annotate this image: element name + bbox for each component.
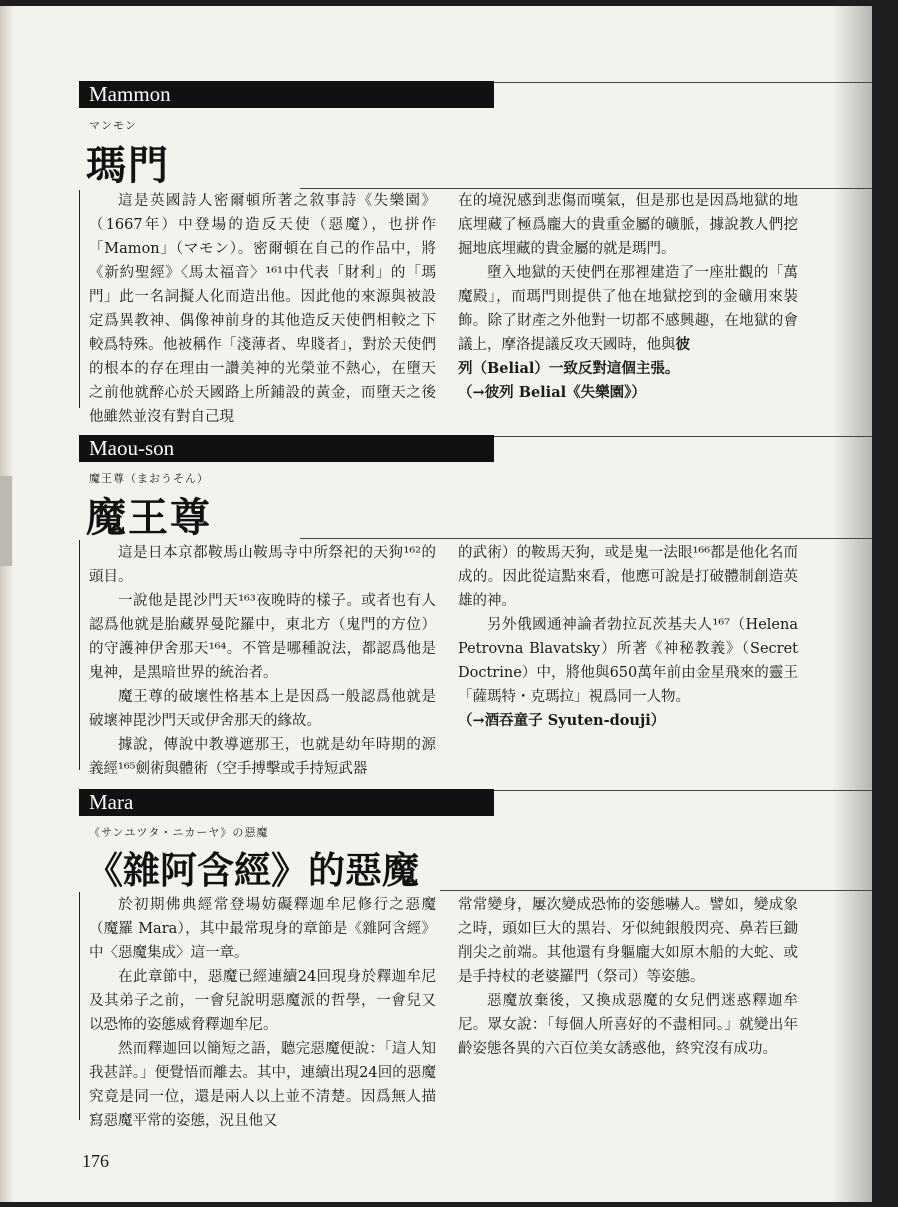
column-rule — [79, 540, 80, 770]
book-page — [0, 6, 872, 1202]
bold-term: 列（Belial）一致反對這個主張。 — [458, 360, 680, 377]
paragraph: 魔王尊的破壞性格基本上是因爲一般認爲他就是破壞神毘沙門天或伊舍那天的緣故。 — [89, 689, 436, 729]
cross-reference — [458, 709, 798, 733]
paragraph: 在的境況感到悲傷而嘆氣，但是那也是因爲地獄的地底埋藏了極爲龐大的貴重金屬的礦脈，據說教人們挖掘地底埋藏的貴金屬的就是瑪門。 — [458, 193, 798, 257]
entry-body-left-mammon — [89, 189, 436, 429]
page-binding — [0, 6, 14, 1202]
entry-title-maou-son: Maou-son — [79, 435, 494, 462]
entry-body-right-mammon — [458, 189, 798, 405]
title-rule — [494, 436, 872, 437]
cross-ref-text: （→酒吞童子 Syuten-douji） — [458, 712, 666, 729]
paragraph: 這是日本京都鞍馬山鞍馬寺中所祭祀的天狗¹⁶²的頭目。 — [89, 545, 436, 585]
cross-ref-text: （→彼列 Belial《失樂園》） — [458, 384, 646, 401]
title-rule — [494, 82, 872, 83]
section-rule — [440, 890, 872, 891]
entry-body-right-maou-son — [458, 541, 798, 733]
entry-reading-mammon: マンモン — [89, 119, 137, 132]
paragraph: 一說他是毘沙門天¹⁶³夜晚時的樣子。或者也有人認爲他就是胎藏界曼陀羅中，東北方（鬼門的方位）的守護神伊舍那天¹⁶⁴。不管是哪種說法，都認爲他是鬼神，是黑暗世界的統治者。 — [89, 593, 436, 681]
entry-heading-mammon: 瑪門 — [86, 143, 170, 189]
entry-body-left-maou-son — [89, 541, 436, 781]
entry-title-mara: Mara — [79, 789, 494, 816]
entry-heading-mara: 《雜阿含經》的惡魔 — [86, 849, 419, 892]
section-rule — [300, 538, 872, 539]
paragraph: 另外俄國通神論者勃拉瓦茨基夫人¹⁶⁷（Helena Petrovna Blavatsky）所著《神秘教義》（Secret Doctrine）中，將他與650萬年前由金星飛來的靈王「薩瑪特・克瑪拉」視爲同一人物。 — [458, 617, 798, 705]
paragraph: 據說，傳說中教導遮那王，也就是幼年時期的源義經¹⁶⁵劍術與體術（空手搏擊或手持短武器 — [89, 737, 436, 777]
paragraph: 在此章節中，惡魔已經連續24回現身於釋迦牟尼及其弟子之前，一會兒說明惡魔派的哲學，一會兒又以恐怖的姿態威脅釋迦牟尼。 — [89, 969, 436, 1033]
entry-body-right-mara — [458, 893, 798, 1061]
paragraph — [458, 357, 798, 381]
entry-body-left-mara — [89, 893, 436, 1133]
column-rule — [79, 190, 80, 408]
page-edge-shadow — [832, 6, 872, 1202]
paragraph: 惡魔放棄後，又換成惡魔的女兒們迷惑釋迦牟尼。眾女說：「每個人所喜好的不盡相同。」就變出年齡姿態各異的六百位美女誘惑他，終究沒有成功。 — [458, 993, 798, 1057]
bold-term: 彼 — [675, 336, 690, 353]
paragraph: 這是英國詩人密爾頓所著之敘事詩《失樂園》（1667年）中登場的造反天使（惡魔），也拼作「Mamon」（マモン）。密爾頓在自己的作品中，將《新約聖經》〈馬太福音〉¹⁶¹中代表「財利」的「瑪門」此一名詞擬人化而造出他。因此他的來源與被設定爲異教神、偶像神前身的其他造反天使們相較之下較爲特殊。他被稱作「淺薄者、卑賤者」，對於天使們的根本的存在理由一讚美神的光榮並不熱心，在墮天之前他就醉心於天國路上所鋪設的黃金，而墮天之後他雖然並沒有對自己現 — [89, 193, 436, 425]
cross-reference — [458, 381, 798, 405]
paragraph-text: 墮入地獄的天使們在那裡建造了一座壯觀的「萬魔殿」，而瑪門則提供了他在地獄挖到的金礦用來裝飾。除了財產之外他對一切都不感興趣，在地獄的會議上，摩洛提議反攻天國時，他與 — [458, 265, 798, 353]
title-rule — [494, 790, 872, 791]
entry-reading-maou-son: 魔王尊（まおうそん） — [89, 472, 209, 485]
paragraph: 然而釋迦回以簡短之語，聽完惡魔便說：「這人知我甚詳。」便覺悟而離去。其中，連續出現24回的惡魔究竟是同一位，還是兩人以上並不清楚。因爲無人描寫惡魔平常的姿態，況且他又 — [89, 1041, 436, 1129]
paragraph: 於初期佛典經常登場妨礙釋迦牟尼修行之惡魔（魔羅 Mara），其中最常現身的章節是《雜阿含經》中〈惡魔集成〉這一章。 — [89, 897, 436, 961]
side-tab — [0, 476, 12, 566]
entry-heading-maou-son: 魔王尊 — [86, 495, 212, 541]
entry-reading-mara: 《サンユツタ・ニカーヤ》の惡魔 — [89, 826, 269, 839]
page-number: 176 — [82, 1151, 109, 1171]
paragraph: 常常變身，屢次變成恐怖的姿態嚇人。譬如，變成象之時，頭如巨大的黑岩、牙似純銀般閃亮、鼻若巨鋤削尖之前端。其他還有身軀龐大如原木船的大蛇、或是手持杖的老婆羅門（祭司）等姿態。 — [458, 897, 798, 985]
paragraph: 的武術）的鞍馬天狗，或是鬼一法眼¹⁶⁶都是他化名而成的。因此從這點來看，他應可說是打破體制創造英雄的神。 — [458, 545, 798, 609]
entry-title-mammon: Mammon — [79, 81, 494, 108]
column-rule — [79, 892, 80, 1120]
paragraph — [458, 261, 798, 357]
